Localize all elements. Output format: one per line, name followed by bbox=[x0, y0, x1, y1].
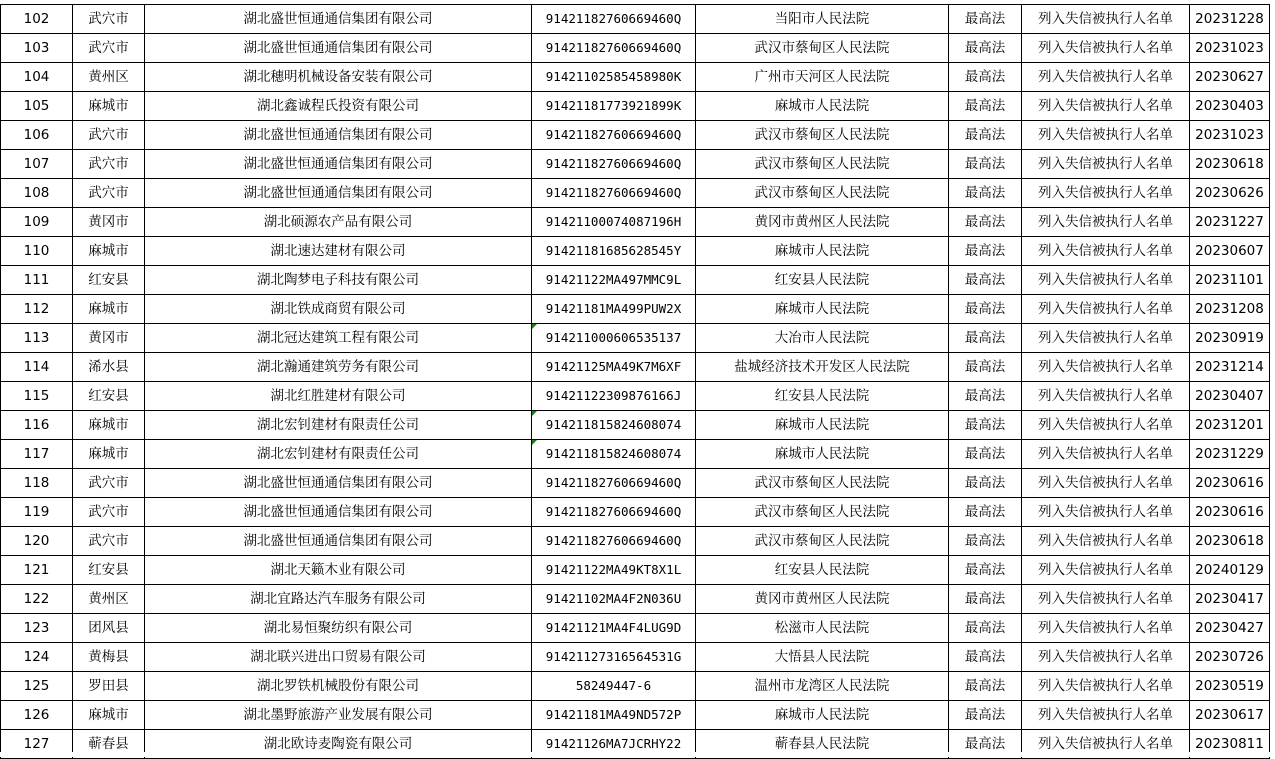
cell-region[interactable]: 麻城市 bbox=[73, 440, 145, 469]
table-row bbox=[1, 585, 1270, 614]
cell-date[interactable]: 20230811 bbox=[1190, 730, 1270, 759]
cell-region[interactable]: 武穴市 bbox=[73, 179, 145, 208]
cell-row-number[interactable]: 106 bbox=[1, 121, 73, 150]
cell-source[interactable]: 最高法 bbox=[949, 585, 1022, 614]
cell-credit-code[interactable]: 91421182760669460Q bbox=[532, 527, 696, 556]
table-row bbox=[1, 208, 1270, 237]
cell-court[interactable]: 麻城市人民法院 bbox=[696, 295, 949, 324]
cell-credit-code[interactable]: 91421182760669460Q bbox=[532, 121, 696, 150]
cell-court[interactable]: 麻城市人民法院 bbox=[696, 701, 949, 730]
cell-credit-code[interactable]: 91421122MA49KT8X1L bbox=[532, 556, 696, 585]
cell-company-name[interactable]: 湖北宏钊建材有限责任公司 bbox=[145, 440, 532, 469]
cell-date[interactable]: 20230617 bbox=[1190, 701, 1270, 730]
cell-court[interactable]: 大悟县人民法院 bbox=[696, 643, 949, 672]
cell-credit-code[interactable]: 914211815824608074 bbox=[532, 440, 696, 469]
cell-row-number[interactable]: 107 bbox=[1, 150, 73, 179]
cell-status[interactable]: 列入失信被执行人名单 bbox=[1022, 701, 1190, 730]
table-row bbox=[1, 527, 1270, 556]
cell-company-name[interactable]: 湖北盛世恒通通信集团有限公司 bbox=[145, 34, 532, 63]
cell-row-number[interactable]: 121 bbox=[1, 556, 73, 585]
cell-row-number[interactable]: 113 bbox=[1, 324, 73, 353]
cell-source[interactable]: 最高法 bbox=[949, 63, 1022, 92]
cell-source[interactable]: 最高法 bbox=[949, 556, 1022, 585]
table-row bbox=[1, 498, 1270, 527]
cell-company-name[interactable]: 湖北盛世恒通通信集团有限公司 bbox=[145, 5, 532, 34]
spreadsheet-table bbox=[0, 4, 1270, 759]
cell-status[interactable]: 列入失信被执行人名单 bbox=[1022, 324, 1190, 353]
cell-source[interactable]: 最高法 bbox=[949, 92, 1022, 121]
cell-company-name[interactable]: 湖北宏钊建材有限责任公司 bbox=[145, 411, 532, 440]
cell-row-number[interactable]: 127 bbox=[1, 730, 73, 759]
cell-status[interactable]: 列入失信被执行人名单 bbox=[1022, 5, 1190, 34]
cell-status[interactable]: 列入失信被执行人名单 bbox=[1022, 237, 1190, 266]
cell-company-name[interactable]: 湖北速达建材有限公司 bbox=[145, 237, 532, 266]
cell-date[interactable]: 20231227 bbox=[1190, 208, 1270, 237]
cell-credit-code[interactable]: 91421182760669460Q bbox=[532, 498, 696, 527]
table-row bbox=[1, 440, 1270, 469]
cell-status[interactable]: 列入失信被执行人名单 bbox=[1022, 672, 1190, 701]
cell-company-name[interactable]: 湖北联兴进出口贸易有限公司 bbox=[145, 643, 532, 672]
cell-company-name[interactable]: 湖北瀚通建筑劳务有限公司 bbox=[145, 353, 532, 382]
cell-court[interactable]: 麻城市人民法院 bbox=[696, 440, 949, 469]
cell-status[interactable]: 列入失信被执行人名单 bbox=[1022, 730, 1190, 759]
cell-source[interactable]: 最高法 bbox=[949, 237, 1022, 266]
cell-row-number[interactable]: 115 bbox=[1, 382, 73, 411]
cell-region[interactable]: 黄冈市 bbox=[73, 324, 145, 353]
cell-credit-code[interactable]: 91421182760669460Q bbox=[532, 150, 696, 179]
cell-date[interactable]: 20230519 bbox=[1190, 672, 1270, 701]
cell-status[interactable]: 列入失信被执行人名单 bbox=[1022, 63, 1190, 92]
cell-credit-code[interactable]: 91421182760669460Q bbox=[532, 34, 696, 63]
cell-credit-code[interactable]: 91421122MA497MMC9L bbox=[532, 266, 696, 295]
table-row bbox=[1, 324, 1270, 353]
cell-credit-code[interactable]: 91421181MA49ND572P bbox=[532, 701, 696, 730]
cell-region[interactable]: 罗田县 bbox=[73, 672, 145, 701]
cell-source[interactable]: 最高法 bbox=[949, 701, 1022, 730]
cell-company-name[interactable]: 湖北天籁木业有限公司 bbox=[145, 556, 532, 585]
cell-date[interactable]: 20230726 bbox=[1190, 643, 1270, 672]
cell-company-name[interactable]: 湖北墨野旅游产业发展有限公司 bbox=[145, 701, 532, 730]
cell-court[interactable]: 当阳市人民法院 bbox=[696, 5, 949, 34]
cell-credit-code[interactable]: 58249447-6 bbox=[532, 672, 696, 701]
cell-company-name[interactable]: 湖北罗铁机械股份有限公司 bbox=[145, 672, 532, 701]
table-row bbox=[1, 469, 1270, 498]
cell-source[interactable]: 最高法 bbox=[949, 440, 1022, 469]
cell-credit-code[interactable]: 91421102MA4F2N036U bbox=[532, 585, 696, 614]
cell-region[interactable]: 麻城市 bbox=[73, 411, 145, 440]
cell-region[interactable]: 麻城市 bbox=[73, 92, 145, 121]
cell-source[interactable]: 最高法 bbox=[949, 324, 1022, 353]
cell-row-number[interactable]: 122 bbox=[1, 585, 73, 614]
cell-court[interactable]: 红安县人民法院 bbox=[696, 556, 949, 585]
cell-source[interactable]: 最高法 bbox=[949, 353, 1022, 382]
cell-date[interactable]: 20230607 bbox=[1190, 237, 1270, 266]
cell-row-number[interactable]: 108 bbox=[1, 179, 73, 208]
cell-status[interactable]: 列入失信被执行人名单 bbox=[1022, 411, 1190, 440]
cell-row-number[interactable]: 109 bbox=[1, 208, 73, 237]
cell-source[interactable]: 最高法 bbox=[949, 150, 1022, 179]
cell-source[interactable]: 最高法 bbox=[949, 672, 1022, 701]
cell-date[interactable]: 20230618 bbox=[1190, 150, 1270, 179]
cell-source[interactable]: 最高法 bbox=[949, 730, 1022, 759]
cell-credit-code[interactable]: 91421182760669460Q bbox=[532, 469, 696, 498]
cell-court[interactable]: 广州市天河区人民法院 bbox=[696, 63, 949, 92]
cell-status[interactable]: 列入失信被执行人名单 bbox=[1022, 614, 1190, 643]
cell-company-name[interactable]: 湖北硕源农产品有限公司 bbox=[145, 208, 532, 237]
cell-source[interactable]: 最高法 bbox=[949, 411, 1022, 440]
cell-credit-code[interactable]: 91421122309876166J bbox=[532, 382, 696, 411]
cell-credit-code[interactable]: 91421126MA7JCRHY22 bbox=[532, 730, 696, 759]
cell-status[interactable]: 列入失信被执行人名单 bbox=[1022, 34, 1190, 63]
table-body bbox=[1, 5, 1270, 759]
cell-credit-code[interactable]: 914211815824608074 bbox=[532, 411, 696, 440]
cell-status[interactable]: 列入失信被执行人名单 bbox=[1022, 498, 1190, 527]
table-row bbox=[1, 150, 1270, 179]
cell-row-number[interactable]: 102 bbox=[1, 5, 73, 34]
cell-row-number[interactable]: 116 bbox=[1, 411, 73, 440]
cell-date[interactable]: 20231214 bbox=[1190, 353, 1270, 382]
cell-row-number[interactable]: 104 bbox=[1, 63, 73, 92]
cell-credit-code[interactable]: 914211000606535137 bbox=[532, 324, 696, 353]
cell-company-name[interactable]: 湖北易恒聚纺织有限公司 bbox=[145, 614, 532, 643]
table-row bbox=[1, 179, 1270, 208]
cell-region[interactable]: 武穴市 bbox=[73, 527, 145, 556]
cell-credit-code[interactable]: 91421181MA499PUW2X bbox=[532, 295, 696, 324]
cell-court[interactable]: 松滋市人民法院 bbox=[696, 614, 949, 643]
cell-company-name[interactable]: 湖北盛世恒通通信集团有限公司 bbox=[145, 150, 532, 179]
cell-source[interactable]: 最高法 bbox=[949, 5, 1022, 34]
cell-status[interactable]: 列入失信被执行人名单 bbox=[1022, 382, 1190, 411]
cell-court[interactable]: 麻城市人民法院 bbox=[696, 92, 949, 121]
cell-region[interactable]: 黄冈市 bbox=[73, 208, 145, 237]
cell-region[interactable]: 武穴市 bbox=[73, 498, 145, 527]
cell-region[interactable]: 武穴市 bbox=[73, 469, 145, 498]
table-row bbox=[1, 266, 1270, 295]
cell-court[interactable]: 黄冈市黄州区人民法院 bbox=[696, 585, 949, 614]
cell-region[interactable]: 武穴市 bbox=[73, 34, 145, 63]
cell-company-name[interactable]: 湖北欧诗麦陶瓷有限公司 bbox=[145, 730, 532, 759]
cell-region[interactable]: 麻城市 bbox=[73, 237, 145, 266]
cell-company-name[interactable]: 湖北宜路达汽车服务有限公司 bbox=[145, 585, 532, 614]
cell-company-name[interactable]: 湖北红胜建材有限公司 bbox=[145, 382, 532, 411]
cell-source[interactable]: 最高法 bbox=[949, 527, 1022, 556]
cell-date[interactable]: 20231201 bbox=[1190, 411, 1270, 440]
cell-court[interactable]: 武汉市蔡甸区人民法院 bbox=[696, 469, 949, 498]
table-row bbox=[1, 92, 1270, 121]
cell-status[interactable]: 列入失信被执行人名单 bbox=[1022, 469, 1190, 498]
cell-date[interactable]: 20231208 bbox=[1190, 295, 1270, 324]
cell-credit-code[interactable]: 91421121MA4F4LUG9D bbox=[532, 614, 696, 643]
cell-court[interactable]: 武汉市蔡甸区人民法院 bbox=[696, 34, 949, 63]
cell-company-name[interactable]: 湖北穗明机械设备安装有限公司 bbox=[145, 63, 532, 92]
table-row bbox=[1, 237, 1270, 266]
cell-status[interactable]: 列入失信被执行人名单 bbox=[1022, 353, 1190, 382]
cell-region[interactable]: 武穴市 bbox=[73, 121, 145, 150]
cell-status[interactable]: 列入失信被执行人名单 bbox=[1022, 150, 1190, 179]
cell-region[interactable]: 蕲春县 bbox=[73, 730, 145, 759]
cell-row-number[interactable]: 112 bbox=[1, 295, 73, 324]
table-row bbox=[1, 672, 1270, 701]
cell-source[interactable]: 最高法 bbox=[949, 266, 1022, 295]
cell-date[interactable]: 20230618 bbox=[1190, 527, 1270, 556]
cell-court[interactable]: 温州市龙湾区人民法院 bbox=[696, 672, 949, 701]
cell-source[interactable]: 最高法 bbox=[949, 295, 1022, 324]
cell-company-name[interactable]: 湖北盛世恒通通信集团有限公司 bbox=[145, 121, 532, 150]
cell-source[interactable]: 最高法 bbox=[949, 382, 1022, 411]
cell-status[interactable]: 列入失信被执行人名单 bbox=[1022, 556, 1190, 585]
cell-source[interactable]: 最高法 bbox=[949, 643, 1022, 672]
cell-source[interactable]: 最高法 bbox=[949, 208, 1022, 237]
cell-region[interactable]: 武穴市 bbox=[73, 5, 145, 34]
cell-date[interactable]: 20240129 bbox=[1190, 556, 1270, 585]
cell-date[interactable]: 20231228 bbox=[1190, 5, 1270, 34]
table-row bbox=[1, 295, 1270, 324]
table-row bbox=[1, 556, 1270, 585]
cell-court[interactable]: 武汉市蔡甸区人民法院 bbox=[696, 527, 949, 556]
cell-region[interactable]: 黄梅县 bbox=[73, 643, 145, 672]
cell-date[interactable]: 20230616 bbox=[1190, 469, 1270, 498]
cell-court[interactable]: 大冶市人民法院 bbox=[696, 324, 949, 353]
table-row bbox=[1, 643, 1270, 672]
cell-status[interactable]: 列入失信被执行人名单 bbox=[1022, 121, 1190, 150]
cell-source[interactable]: 最高法 bbox=[949, 614, 1022, 643]
cell-row-number[interactable]: 103 bbox=[1, 34, 73, 63]
table-row bbox=[1, 411, 1270, 440]
cell-court[interactable]: 红安县人民法院 bbox=[696, 266, 949, 295]
cell-date[interactable]: 20230417 bbox=[1190, 585, 1270, 614]
cell-date[interactable]: 20230626 bbox=[1190, 179, 1270, 208]
cell-region[interactable]: 麻城市 bbox=[73, 295, 145, 324]
cell-row-number[interactable]: 123 bbox=[1, 614, 73, 643]
cell-row-number[interactable]: 117 bbox=[1, 440, 73, 469]
cell-row-number[interactable]: 119 bbox=[1, 498, 73, 527]
cell-source[interactable]: 最高法 bbox=[949, 469, 1022, 498]
cell-credit-code[interactable]: 91421182760669460Q bbox=[532, 179, 696, 208]
cell-credit-code[interactable]: 91421102585458980K bbox=[532, 63, 696, 92]
cell-row-number[interactable]: 110 bbox=[1, 237, 73, 266]
cell-company-name[interactable]: 湖北盛世恒通通信集团有限公司 bbox=[145, 527, 532, 556]
table-row bbox=[1, 121, 1270, 150]
cell-row-number[interactable]: 125 bbox=[1, 672, 73, 701]
cell-company-name[interactable]: 湖北盛世恒通通信集团有限公司 bbox=[145, 498, 532, 527]
cell-row-number[interactable]: 105 bbox=[1, 92, 73, 121]
cell-company-name[interactable]: 湖北盛世恒通通信集团有限公司 bbox=[145, 469, 532, 498]
cell-credit-code[interactable]: 91421182760669460Q bbox=[532, 5, 696, 34]
cell-region[interactable]: 团风县 bbox=[73, 614, 145, 643]
cell-source[interactable]: 最高法 bbox=[949, 498, 1022, 527]
cell-region[interactable]: 麻城市 bbox=[73, 701, 145, 730]
cell-date[interactable]: 20230407 bbox=[1190, 382, 1270, 411]
cell-court[interactable]: 武汉市蔡甸区人民法院 bbox=[696, 179, 949, 208]
cell-region[interactable]: 黄州区 bbox=[73, 585, 145, 614]
table-row bbox=[1, 614, 1270, 643]
cell-status[interactable]: 列入失信被执行人名单 bbox=[1022, 266, 1190, 295]
cell-company-name[interactable]: 湖北冠达建筑工程有限公司 bbox=[145, 324, 532, 353]
cell-source[interactable]: 最高法 bbox=[949, 179, 1022, 208]
cell-court[interactable]: 黄冈市黄州区人民法院 bbox=[696, 208, 949, 237]
cell-status[interactable]: 列入失信被执行人名单 bbox=[1022, 527, 1190, 556]
table-row bbox=[1, 34, 1270, 63]
cell-region[interactable]: 浠水县 bbox=[73, 353, 145, 382]
cell-date[interactable]: 20230427 bbox=[1190, 614, 1270, 643]
cell-date[interactable]: 20231229 bbox=[1190, 440, 1270, 469]
cell-row-number[interactable]: 120 bbox=[1, 527, 73, 556]
cell-region[interactable]: 红安县 bbox=[73, 556, 145, 585]
cell-company-name[interactable]: 湖北鑫诚程氏投资有限公司 bbox=[145, 92, 532, 121]
cell-status[interactable]: 列入失信被执行人名单 bbox=[1022, 208, 1190, 237]
cell-court[interactable]: 麻城市人民法院 bbox=[696, 237, 949, 266]
cell-region[interactable]: 红安县 bbox=[73, 266, 145, 295]
sheet-bottom-edge bbox=[0, 752, 1275, 757]
cell-credit-code[interactable]: 91421181773921899K bbox=[532, 92, 696, 121]
cell-status[interactable]: 列入失信被执行人名单 bbox=[1022, 92, 1190, 121]
cell-source[interactable]: 最高法 bbox=[949, 34, 1022, 63]
table-row bbox=[1, 63, 1270, 92]
cell-status[interactable]: 列入失信被执行人名单 bbox=[1022, 585, 1190, 614]
cell-row-number[interactable]: 111 bbox=[1, 266, 73, 295]
cell-court[interactable]: 蕲春县人民法院 bbox=[696, 730, 949, 759]
cell-row-number[interactable]: 124 bbox=[1, 643, 73, 672]
cell-court[interactable]: 武汉市蔡甸区人民法院 bbox=[696, 498, 949, 527]
table-row bbox=[1, 382, 1270, 411]
cell-date[interactable]: 20231023 bbox=[1190, 121, 1270, 150]
cell-company-name[interactable]: 湖北陶梦电子科技有限公司 bbox=[145, 266, 532, 295]
cell-court[interactable]: 武汉市蔡甸区人民法院 bbox=[696, 150, 949, 179]
cell-date[interactable]: 20231101 bbox=[1190, 266, 1270, 295]
cell-company-name[interactable]: 湖北铁成商贸有限公司 bbox=[145, 295, 532, 324]
cell-credit-code[interactable]: 91421181685628545Y bbox=[532, 237, 696, 266]
cell-date[interactable]: 20231023 bbox=[1190, 34, 1270, 63]
cell-date[interactable]: 20230403 bbox=[1190, 92, 1270, 121]
cell-date[interactable]: 20230919 bbox=[1190, 324, 1270, 353]
cell-court[interactable]: 武汉市蔡甸区人民法院 bbox=[696, 121, 949, 150]
table-row bbox=[1, 5, 1270, 34]
table-row bbox=[1, 353, 1270, 382]
cell-credit-code[interactable]: 91421125MA49K7M6XF bbox=[532, 353, 696, 382]
cell-row-number[interactable]: 114 bbox=[1, 353, 73, 382]
cell-court[interactable]: 麻城市人民法院 bbox=[696, 411, 949, 440]
table-row bbox=[1, 701, 1270, 730]
cell-row-number[interactable]: 118 bbox=[1, 469, 73, 498]
cell-court[interactable]: 盐城经济技术开发区人民法院 bbox=[696, 353, 949, 382]
cell-status[interactable]: 列入失信被执行人名单 bbox=[1022, 643, 1190, 672]
cell-row-number[interactable]: 126 bbox=[1, 701, 73, 730]
cell-credit-code[interactable]: 91421127316564531G bbox=[532, 643, 696, 672]
cell-status[interactable]: 列入失信被执行人名单 bbox=[1022, 295, 1190, 324]
cell-status[interactable]: 列入失信被执行人名单 bbox=[1022, 440, 1190, 469]
cell-region[interactable]: 红安县 bbox=[73, 382, 145, 411]
cell-date[interactable]: 20230627 bbox=[1190, 63, 1270, 92]
cell-status[interactable]: 列入失信被执行人名单 bbox=[1022, 179, 1190, 208]
cell-credit-code[interactable]: 91421100074087196H bbox=[532, 208, 696, 237]
cell-date[interactable]: 20230616 bbox=[1190, 498, 1270, 527]
cell-region[interactable]: 黄州区 bbox=[73, 63, 145, 92]
cell-court[interactable]: 红安县人民法院 bbox=[696, 382, 949, 411]
cell-company-name[interactable]: 湖北盛世恒通通信集团有限公司 bbox=[145, 179, 532, 208]
cell-region[interactable]: 武穴市 bbox=[73, 150, 145, 179]
cell-source[interactable]: 最高法 bbox=[949, 121, 1022, 150]
